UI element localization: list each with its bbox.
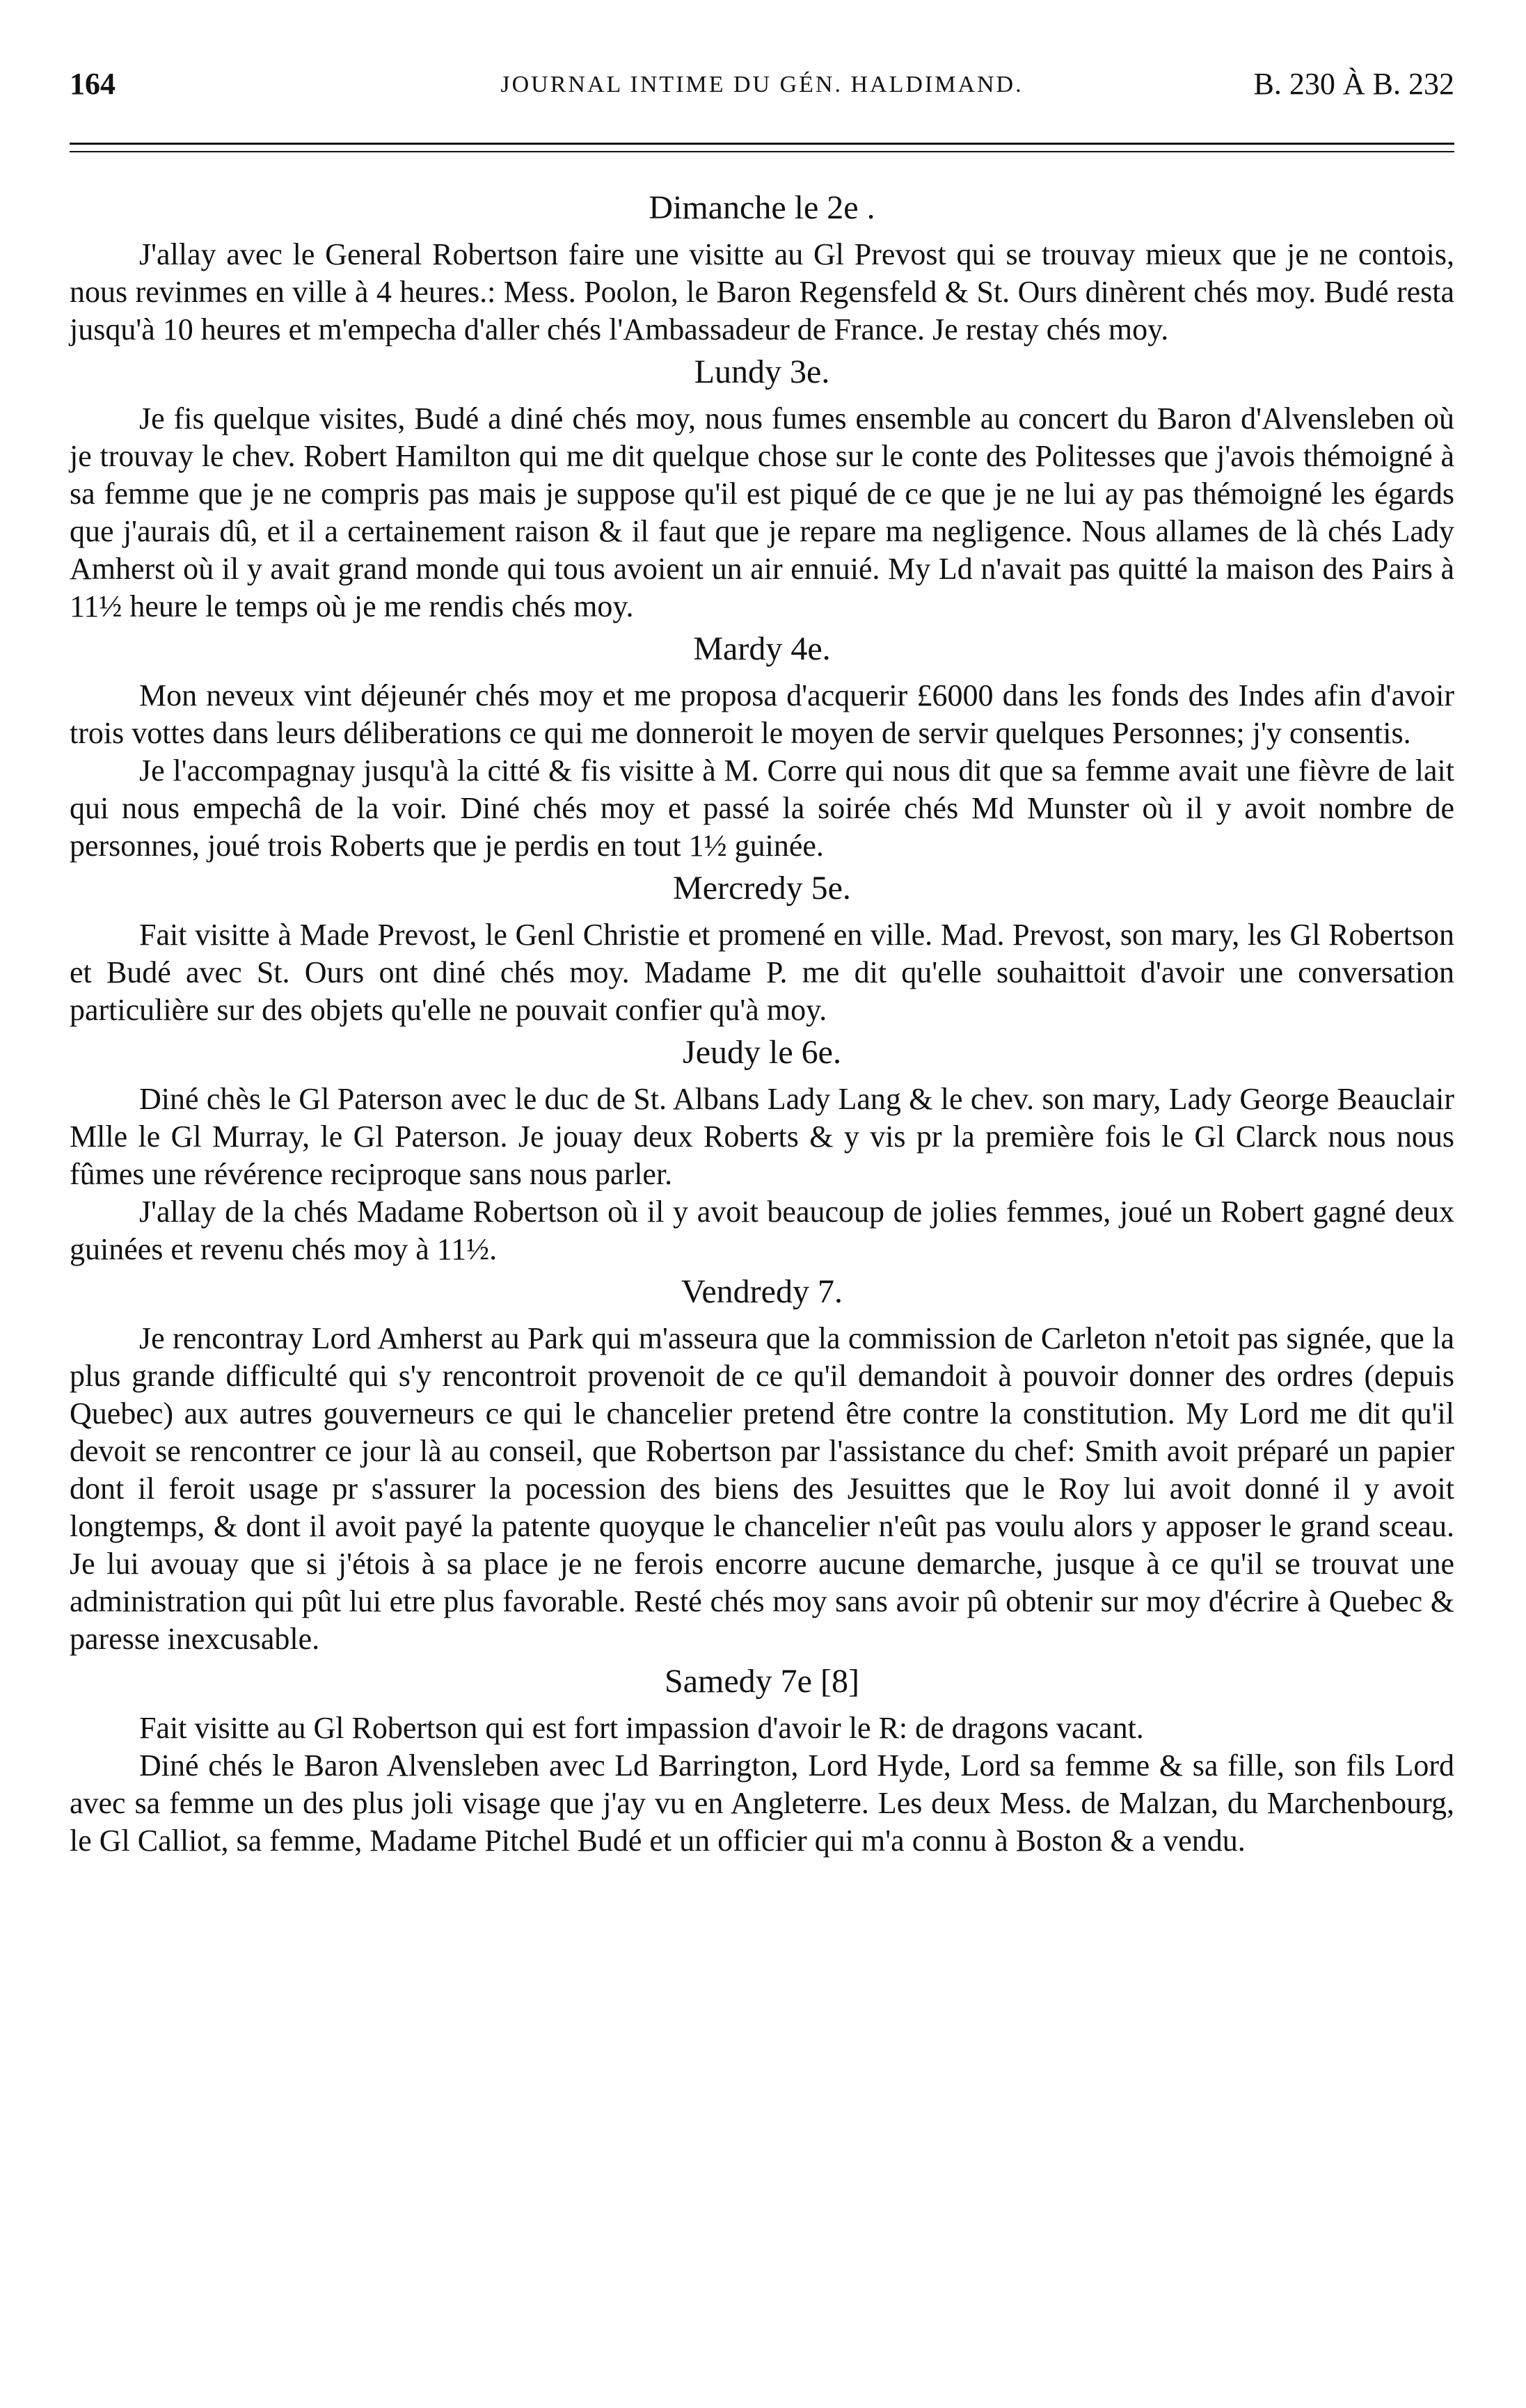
entry-paragraph: Diné chès le Gl Paterson avec le duc de St. Albans Lady Lang & le chev. son mary, Lady George Beauclair Mlle le Gl Murray, le Gl Paterson. Je jouay deux Roberts & y vis pr la première fois le Gl Clarck nous nous fûmes une révérence reciproque sans nous parler. [70, 1082, 1454, 1191]
entry-heading: Jeudy le 6e. [683, 1034, 841, 1071]
entry-paragraph: Je fis quelque visites, Budé a diné chés moy, nous fumes ensemble au concert du Baron d'Alvensleben où je trouvay le chev. Robert Hamilton qui me dit quelque chose sur le conte des Politesses que j'avois thémoigné à sa femme que je ne compris pas mais je suppose qu'il est piqué de ce que je ne lui ay pas thémoigné les égards que j'aurais dû, et il a certainement raison & il faut que je repare ma negligence. Nous allames de là chés Lady Amherst où il y avait grand monde qui tous avoient un air ennuié. My Ld n'avait pas quitté la maison des Pairs à 11½ heure le temps où je me rendis chés moy. [70, 401, 1454, 623]
header-rule [70, 143, 1454, 145]
header-rule-thin [70, 151, 1454, 152]
folio-range: B. 230 À B. 232 [1253, 67, 1454, 101]
running-header [70, 66, 1454, 122]
entry-paragraph: Fait visitte à Made Prevost, le Genl Christie et promené en ville. Mad. Prevost, son mary, les Gl Robertson et Budé avec St. Ours ont diné chés moy. Madame P. me dit qu'elle souhaittoit d'avoir une conversation particulière sur des objets qu'elle ne pouvait confier qu'à moy. [70, 918, 1454, 1027]
entry-paragraph: Mon neveux vint déjeunér chés moy et me proposa d'acquerir £6000 dans les fonds des Indes afin d'avoir trois vottes dans leurs déliberations ce qui me donneroit le moyen de servir quelques Personnes; j'y consentis. [70, 678, 1454, 750]
page-number: 164 [70, 67, 116, 101]
entry-paragraph: Diné chés le Baron Alvensleben avec Ld Barrington, Lord Hyde, Lord sa femme & sa fille, son fils Lord avec sa femme un des plus joli visage que j'ay vu en Angleterre. Les deux Mess. de Malzan, du Marchenbourg, le Gl Calliot, sa femme, Madame Pitchel Budé et un officier qui m'a connu à Boston & a vendu. [70, 1748, 1454, 1858]
entry-paragraph: Je rencontray Lord Amherst au Park qui m'asseura que la commission de Carleton n'etoit pas signée, que la plus grande difficulté qui s'y rencontroit provenoit de ce qu'il demandoit à pouvoir donner des ordres (depuis Quebec) aux autres gouverneurs ce qui le chancelier pretend être contre la constitution. My Lord me dit qu'il devoit se rencontrer ce jour là au conseil, que Robertson par l'assistance du chef: Smith avoit préparé un papier dont il feroit usage pr s'assurer la pocession des biens des Jesuittes que le Roy lui avoit donné il y avoit longtemps, & dont il avoit payé la patente quoyque le chancelier n'eût pas voulu alors y apposer le grand sceau. Je lui avouay que si j'étois à sa place je ne ferois encorre aucune demarche, jusque à ce qu'il se trouvat une administration qui pût lui etre plus favorable. Resté chés moy sans avoir pû obtenir sur moy d'écrire à Quebec & paresse inexcusable. [70, 1321, 1454, 1656]
entry-heading: Samedy 7e [8] [665, 1663, 859, 1700]
entry-heading: Dimanche le 2e . [649, 189, 875, 226]
journal-body [70, 184, 1454, 1860]
entry-paragraph: Fait visitte au Gl Robertson qui est fort impassion d'avoir le R: de dragons vacant. [139, 1711, 1144, 1745]
running-title: JOURNAL INTIME DU GÉN. HALDIMAND. [500, 72, 1024, 97]
entry-heading: Mercredy 5e. [673, 870, 851, 907]
entry-heading: Lundy 3e. [694, 353, 830, 390]
entry-paragraph: Je l'accompagnay jusqu'à la citté & fis visitte à M. Corre qui nous dit que sa femme avait une fièvre de lait qui nous empechâ de la voir. Diné chés moy et passé la soirée chés Md Munster où il y avoit nombre de personnes, joué trois Roberts que je perdis en tout 1½ guinée. [70, 754, 1454, 863]
entry-paragraph: J'allay avec le General Robertson faire une visitte au Gl Prevost qui se trouvay mieux que je ne contois, nous revinmes en ville à 4 heures.: Mess. Poolon, le Baron Regensfeld & St. Ours dinèrent chés moy. Budé resta jusqu'à 10 heures et m'empecha d'aller chés l'Ambassadeur de France. Je restay chés moy. [70, 237, 1454, 346]
entry-paragraph: J'allay de la chés Madame Robertson où il y avoit beaucoup de jolies femmes, joué un Robert gagné deux guinées et revenu chés moy à 11½. [70, 1195, 1454, 1266]
entry-heading: Vendredy 7. [681, 1273, 843, 1310]
entry-heading: Mardy 4e. [693, 630, 831, 667]
document-page [70, 66, 1454, 2362]
